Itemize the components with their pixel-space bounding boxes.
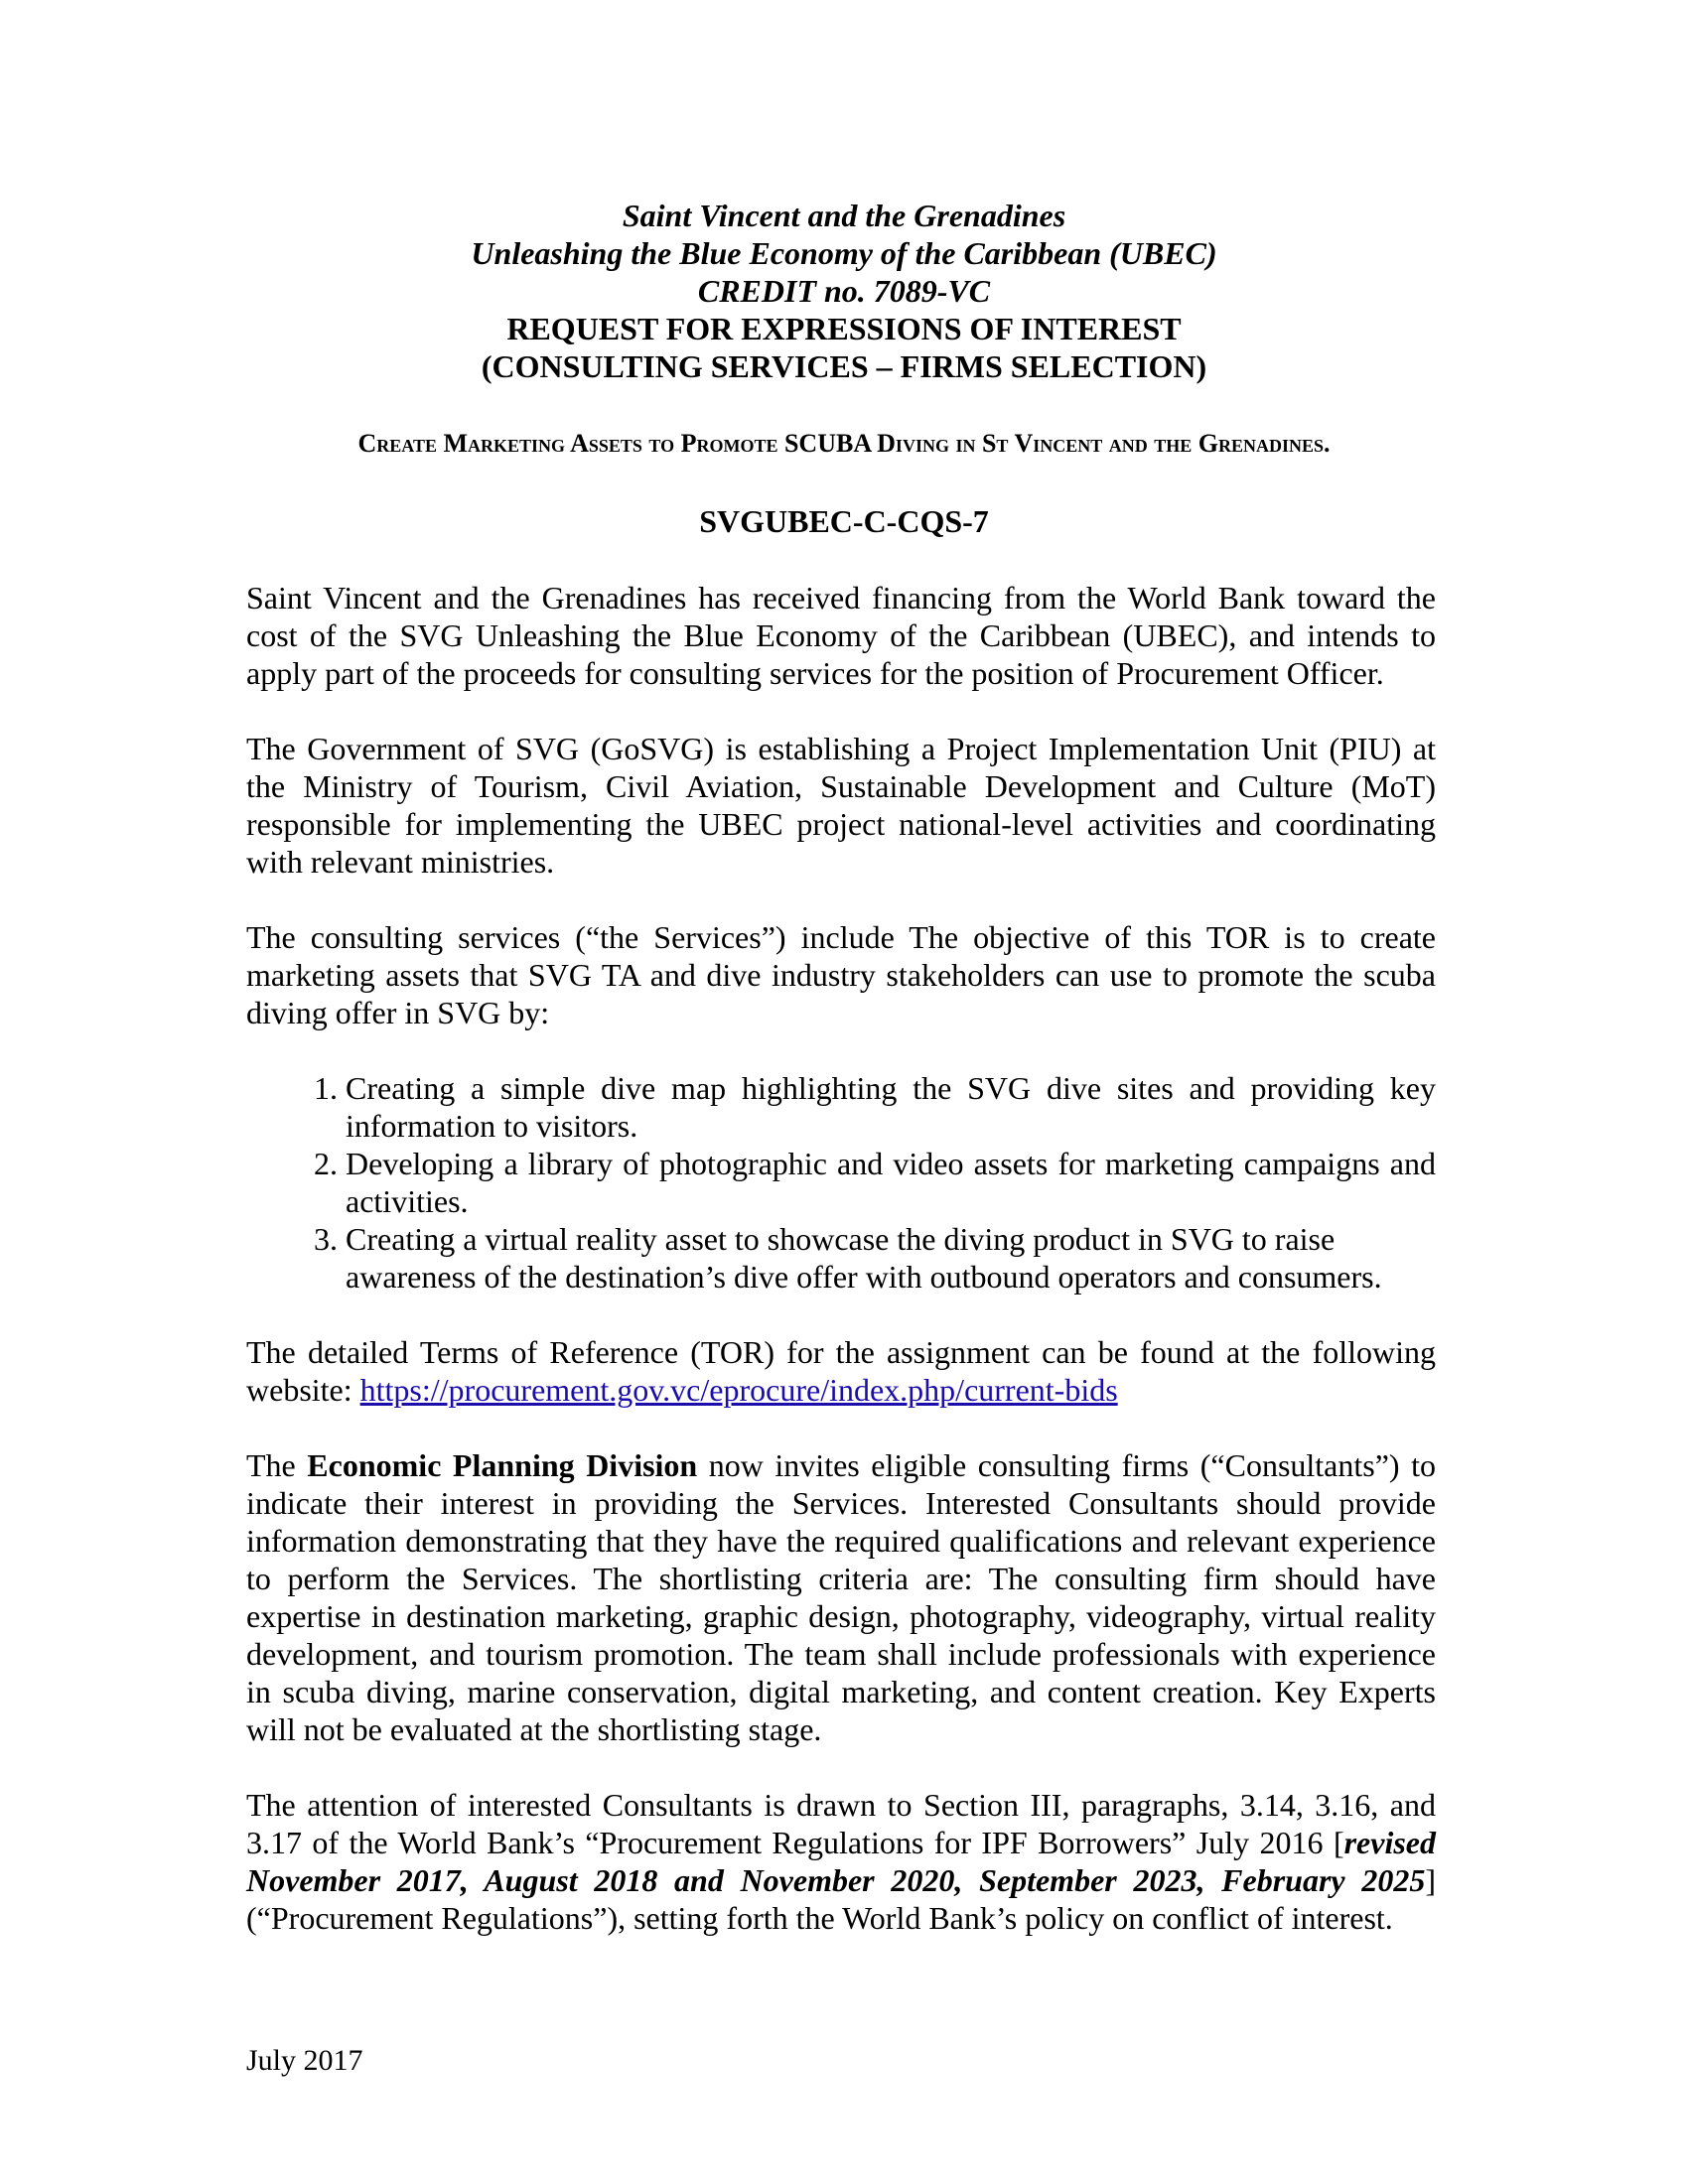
document-body (246, 579, 1436, 1975)
services-heading: (CONSULTING SERVICES – FIRMS SELECTION) (481, 348, 1207, 384)
credit-number: CREDIT no. 7089-VC (697, 273, 991, 309)
paragraph-conflict (246, 1786, 1436, 1937)
project-title: Unleashing the Blue Economy of the Caribbean (UBEC) (471, 235, 1217, 271)
tor-link[interactable]: https://procurement.gov.vc/eprocure/index.php/current-bids (359, 1372, 1118, 1408)
request-heading: REQUEST FOR EXPRESSIONS OF INTEREST (506, 311, 1182, 346)
conflict-post: ] (“Procurement Regulations”), setting forth the World Bank’s policy on conflict of interest. (246, 1862, 1436, 1936)
assignment-subtitle: Create Marketing Assets to Promote SCUBA Diving in St Vincent and the Grenadines. (357, 429, 1331, 458)
footer-date: July 2017 (246, 2044, 363, 2077)
country-title: Saint Vincent and the Grenadines (622, 198, 1066, 233)
document-header (0, 197, 1688, 385)
division-name: Economic Planning Division (307, 1447, 698, 1483)
list-item: 3. Creating a virtual reality asset to showcase the diving product in SVG to raise awareness of the destination’s dive offer with outbound operators and consumers. (346, 1220, 1436, 1296)
invitation-pre: The (246, 1447, 308, 1483)
list-item: 1. Creating a simple dive map highlighting the SVG dive sites and providing key information to visitors. (346, 1069, 1436, 1145)
revision-dates: revised November 2017, August 2018 and November 2020, September 2023, February 2025 (246, 1825, 1436, 1898)
invitation-post: now invites eligible consulting firms (“Consultants”) to indicate their interest in providing the Services. Interested Consultants should provide information demonstrating that they have the required qualifications and relevant experience to perform the Services. The shortlisting criteria are: The consulting firm should have expertise in destination marketing, graphic design, photography, videography, virtual reality development, and tourism promotion. The team shall include professionals with experience in scuba diving, marine conservation, digital marketing, and content creation. Key Experts will not be evaluated at the shortlisting stage. (246, 1447, 1437, 1747)
list-item: 2. Developing a library of photographic and video assets for marketing campaigns and activities. (346, 1145, 1436, 1220)
objectives-list (246, 1069, 1436, 1296)
paragraph-tor (246, 1333, 1436, 1409)
reference-number: SVGUBEC-C-CQS-7 (699, 503, 989, 539)
tor-text: The detailed Terms of Reference (TOR) for the assignment can be found at the following website: (246, 1334, 1436, 1408)
paragraph-financing: Saint Vincent and the Grenadines has received financing from the World Bank toward the cost of the SVG Unleashing the Blue Economy of the Caribbean (UBEC), and intends to apply part of the proceeds for consulting services for the position of Procurement Officer. (246, 580, 1436, 691)
paragraph-invitation (246, 1446, 1436, 1748)
paragraph-services: The consulting services (“the Services”) include The objective of this TOR is to create marketing assets that SVG TA and dive industry stakeholders can use to promote the scuba diving offer in SVG by: (246, 919, 1436, 1030)
conflict-pre: The attention of interested Consultants is drawn to Section III, paragraphs, 3.14, 3.16, and 3.17 of the World Bank’s “Procurement Regulations for IPF Borrowers” July 2016 [ (246, 1787, 1436, 1860)
paragraph-piu: The Government of SVG (GoSVG) is establishing a Project Implementation Unit (PIU) at the Ministry of Tourism, Civil Aviation, Sustainable Development and Culture (MoT) responsible for implementing the UBEC project national-level activities and coordinating with relevant ministries. (246, 731, 1436, 880)
